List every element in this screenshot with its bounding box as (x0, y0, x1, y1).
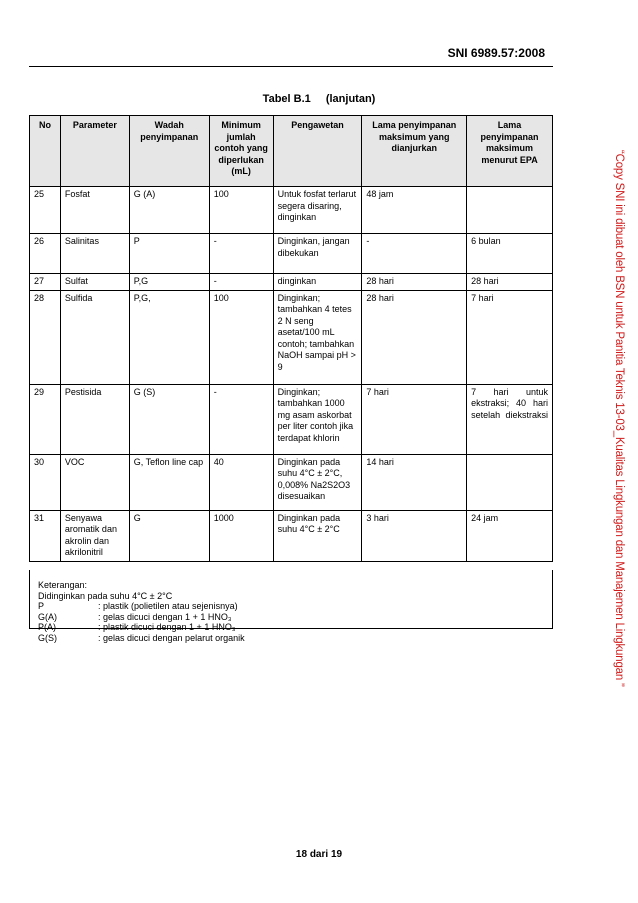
cell-lama-anjuran: - (362, 234, 467, 274)
storage-table (29, 115, 553, 562)
cell-lama-epa: 7 hari untuk ekstraksi; 40 hari setelah diekstraksi (467, 384, 553, 454)
table-row (30, 510, 553, 561)
cell-lama-epa (467, 187, 553, 234)
table-row (30, 187, 553, 234)
cell-minimum: - (209, 384, 273, 454)
cell-parameter: Sulfida (60, 290, 129, 384)
cell-no: 31 (30, 510, 61, 561)
col-header-lama-epa: Lama penyimpanan maksimum menurut EPA (467, 116, 553, 187)
cell-no: 30 (30, 454, 61, 510)
cell-no: 25 (30, 187, 61, 234)
cell-pengawetan: Untuk fosfat terlarut segera disaring, dinginkan (273, 187, 362, 234)
notes-item (38, 633, 552, 644)
table-suffix: (lanjutan) (325, 93, 376, 105)
notes-item (38, 601, 552, 612)
cell-minimum: 40 (209, 454, 273, 510)
cell-parameter: Fosfat (60, 187, 129, 234)
cell-minimum: - (209, 274, 273, 291)
table-label: Tabel B.1 (262, 93, 311, 105)
notes-box (29, 570, 553, 643)
table-row (30, 384, 553, 454)
col-header-parameter: Parameter (60, 116, 129, 187)
cell-parameter: Senyawa aromatik dan akrolin dan akrilonitril (60, 510, 129, 561)
col-header-no: No (30, 116, 61, 187)
cell-minimum: - (209, 234, 273, 274)
cell-parameter: Pestisida (60, 384, 129, 454)
table-header-row (30, 116, 553, 187)
cell-no: 26 (30, 234, 61, 274)
notes-line: Didinginkan pada suhu 4°C ± 2°C (38, 590, 173, 601)
cell-minimum: 100 (209, 187, 273, 234)
document-code: SNI 6989.57:2008 (447, 46, 545, 60)
cell-no: 29 (30, 384, 61, 454)
notes-code: P(A) (38, 622, 56, 632)
cell-lama-anjuran: 7 hari (362, 384, 467, 454)
copy-watermark: “Copy SNI ini dibuat oleh BSN untuk Panitia Teknis 13-03_Kualitas Lingkungan dan Manajemen Lingkungan ” (613, 150, 625, 687)
cell-no: 28 (30, 290, 61, 384)
cell-wadah: P,G, (129, 290, 209, 384)
cell-wadah: G (A) (129, 187, 209, 234)
cell-lama-anjuran: 48 jam (362, 187, 467, 234)
cell-wadah: G (S) (129, 384, 209, 454)
cell-lama-anjuran: 3 hari (362, 510, 467, 561)
cell-wadah: P,G (129, 274, 209, 291)
cell-pengawetan: Dinginkan; tambahkan 1000 mg asam askorbat per liter contoh jika terdapat khlorin (273, 384, 362, 454)
col-header-lama-anjuran: Lama penyimpanan maksimum yang dianjurkan (362, 116, 467, 187)
col-header-wadah: Wadah penyimpanan (129, 116, 209, 187)
cell-lama-epa: 24 jam (467, 510, 553, 561)
notes-code: G(S) (38, 632, 57, 643)
table-row (30, 290, 553, 384)
col-header-pengawetan: Pengawetan (273, 116, 362, 187)
header-rule (29, 66, 553, 67)
cell-wadah: G (129, 510, 209, 561)
notes-item (38, 612, 552, 623)
table-title (0, 93, 638, 105)
cell-no: 27 (30, 274, 61, 291)
cell-lama-epa: 6 bulan (467, 234, 553, 274)
cell-pengawetan: Dinginkan, jangan dibekukan (273, 234, 362, 274)
cell-lama-epa (467, 454, 553, 510)
cell-parameter: Salinitas (60, 234, 129, 274)
cell-lama-epa: 7 hari (467, 290, 553, 384)
notes-title: Keterangan: (38, 580, 88, 590)
cell-lama-anjuran: 14 hari (362, 454, 467, 510)
notes-text: : gelas dicuci dengan pelarut organik (98, 632, 245, 643)
col-header-minimum: Minimum jumlah contoh yang diperlukan (mL) (209, 116, 273, 187)
table-row (30, 234, 553, 274)
table-row (30, 274, 553, 291)
cell-lama-epa: 28 hari (467, 274, 553, 291)
notes-text: : gelas dicuci dengan 1 + 1 HNO₃ (98, 611, 232, 622)
cell-pengawetan: Dinginkan pada suhu 4°C ± 2°C, 0,008% Na2S2O3 disesuaikan (273, 454, 362, 510)
cell-pengawetan: Dinginkan; tambahkan 4 tetes 2 N seng asetat/100 mL contoh; tambahkan NaOH sampai pH > 9 (273, 290, 362, 384)
cell-lama-anjuran: 28 hari (362, 290, 467, 384)
cell-lama-anjuran: 28 hari (362, 274, 467, 291)
notes-item (38, 622, 552, 633)
cell-pengawetan: Dinginkan pada suhu 4°C ± 2°C (273, 510, 362, 561)
cell-wadah: G, Teflon line cap (129, 454, 209, 510)
cell-minimum: 100 (209, 290, 273, 384)
notes-text: : plastik dicuci dengan 1 + 1 HNO₃ (98, 622, 236, 632)
notes-code: P (38, 601, 45, 611)
table-row (30, 454, 553, 510)
cell-minimum: 1000 (209, 510, 273, 561)
cell-parameter: VOC (60, 454, 129, 510)
notes-text: : plastik (polietilen atau sejenisnya) (98, 601, 238, 611)
cell-wadah: P (129, 234, 209, 274)
page-number: 18 dari 19 (295, 849, 343, 860)
notes-code: G(A) (38, 611, 57, 622)
cell-pengawetan: dinginkan (273, 274, 362, 291)
cell-parameter: Sulfat (60, 274, 129, 291)
